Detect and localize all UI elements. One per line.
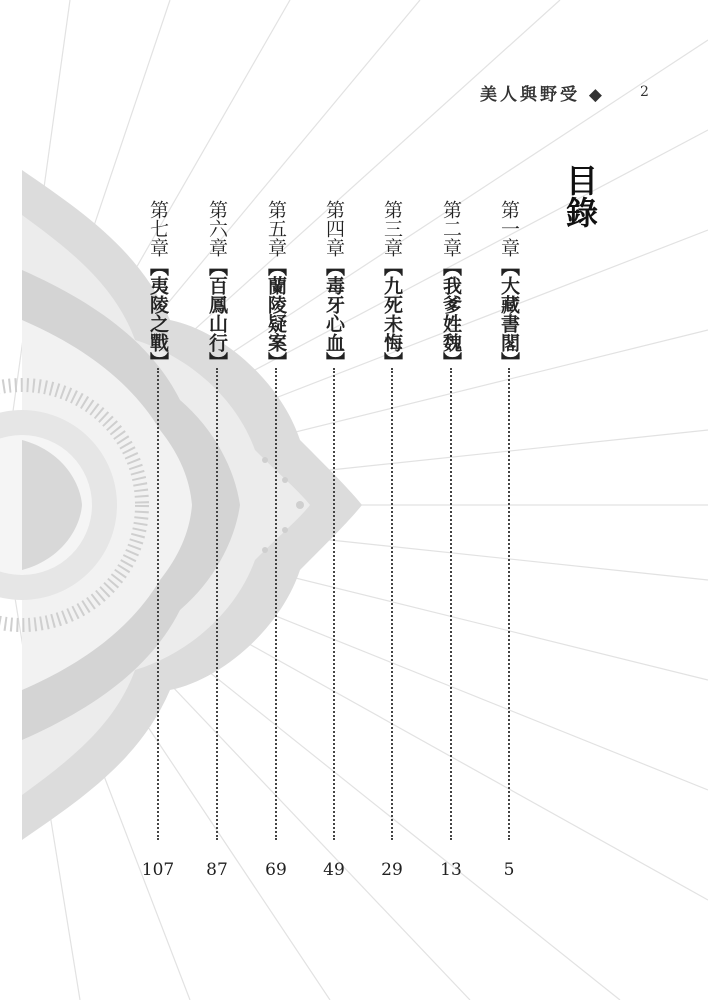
toc-page-number: 107 [141, 860, 175, 880]
chapter-title: 【蘭陵疑案】 [265, 257, 287, 371]
chapter-number: 第六章 [206, 200, 228, 257]
toc-entry[interactable] [321, 200, 347, 371]
dot-leader [450, 368, 452, 840]
chapter-number: 第五章 [265, 200, 287, 257]
toc-page-number: 29 [381, 860, 403, 880]
dot-leader [157, 368, 159, 840]
toc-entry[interactable] [496, 200, 522, 371]
mandala-ornament [0, 170, 362, 840]
chapter-number: 第四章 [323, 200, 345, 257]
chapter-title: 【夷陵之戰】 [147, 257, 169, 371]
toc-title: 目錄 [561, 164, 599, 228]
chapter-number: 第三章 [381, 200, 403, 257]
chapter-title: 【百鳳山行】 [206, 257, 228, 371]
toc-page-number: 49 [323, 860, 345, 880]
dot-leader [508, 368, 510, 840]
dot-leader [216, 368, 218, 840]
chapter-title: 【九死未悔】 [381, 257, 403, 371]
running-header: 美人與野受 ◆ [480, 85, 605, 105]
toc-page-number: 87 [206, 860, 228, 880]
toc-entry[interactable] [438, 200, 464, 371]
chapter-title: 【我爹姓魏】 [440, 257, 462, 371]
toc-entry[interactable] [145, 200, 171, 371]
toc-entry[interactable] [379, 200, 405, 371]
chapter-number: 第二章 [440, 200, 462, 257]
dot-leader [275, 368, 277, 840]
page-number: 2 [640, 84, 649, 100]
dot-leader [333, 368, 335, 840]
toc-page-number: 13 [440, 860, 462, 880]
chapter-title: 【毒牙心血】 [323, 257, 345, 371]
toc-page-number: 5 [503, 860, 515, 880]
chapter-number: 第七章 [147, 200, 169, 257]
chapter-title: 【大藏書閣】 [498, 257, 520, 371]
dot-leader [391, 368, 393, 840]
toc-entry[interactable] [263, 200, 289, 371]
toc-page-number: 69 [265, 860, 287, 880]
toc-entry[interactable] [204, 200, 230, 371]
chapter-number: 第一章 [498, 200, 520, 257]
